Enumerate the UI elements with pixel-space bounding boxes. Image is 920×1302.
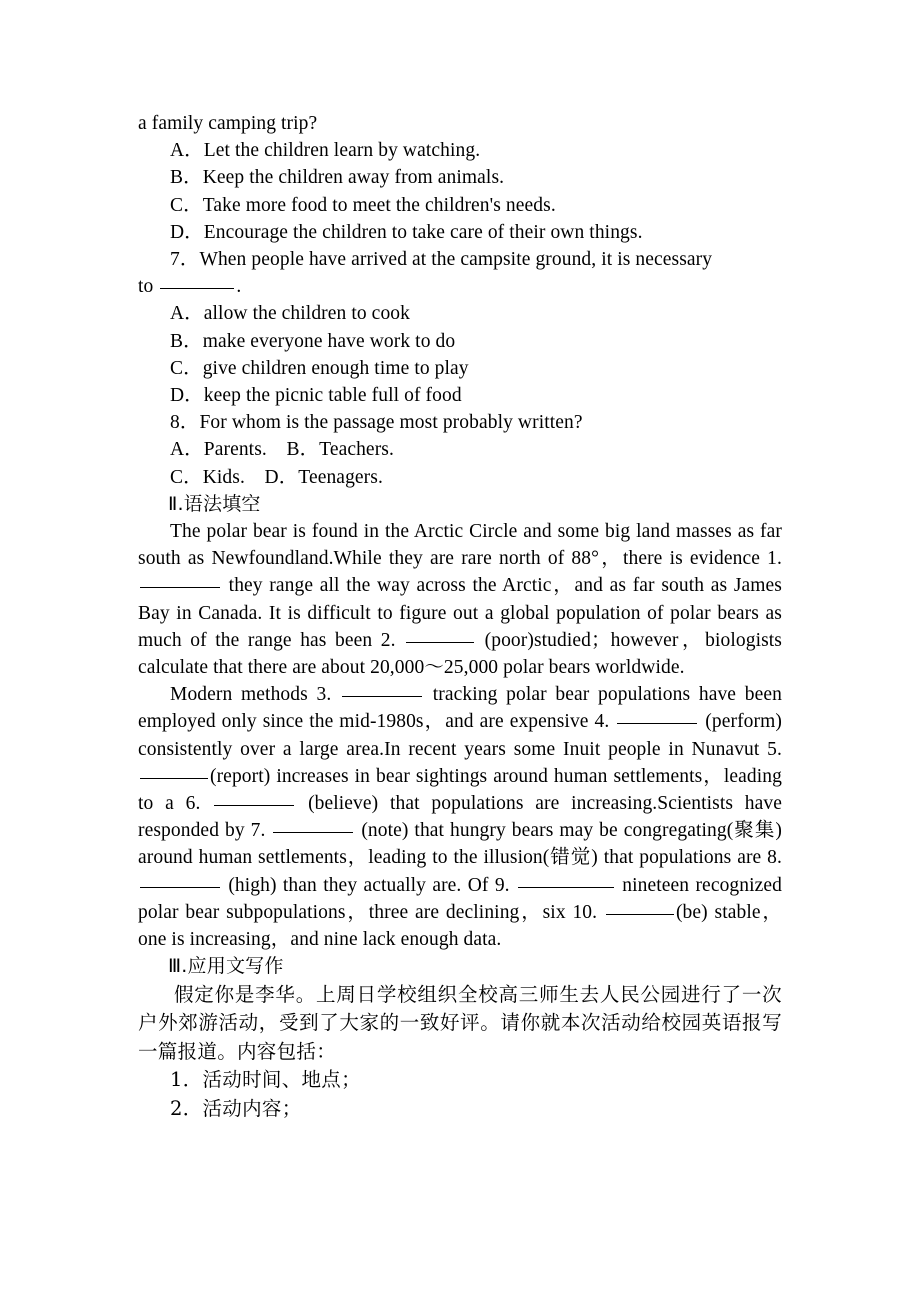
question-8-options-row1: A．Parents. B．Teachers.	[170, 439, 394, 461]
option-6-d: D．Encourage the children to take care of their own things.	[170, 221, 643, 243]
grammar-p1-seg3: (poor)studied；however，biologists calculate that there are about 20,000～25,000 polar bears worldwide.	[138, 629, 782, 679]
grammar-p2-seg5: (believe) that populations are increasing.Scientists have responded by 7.	[138, 793, 783, 842]
question-7-stem-line2	[138, 273, 782, 300]
option-6-a: A．Let the children learn by watching.	[170, 140, 481, 162]
grammar-p1-seg1: The polar bear is found in the Arctic Circle and some big land masses as far south as Newfoundland.While they are rare north of 88°，there is evidence 1.	[138, 521, 782, 570]
answer-blank-9[interactable]	[518, 874, 614, 888]
carryover-line: a family camping trip?	[138, 113, 318, 134]
grammar-p2-seg3: (perform) consistently over a large area.In recent years some Inuit people in Nunavut 5.	[138, 711, 782, 760]
answer-blank-10[interactable]	[606, 901, 674, 915]
question-7-suffix: .	[236, 276, 242, 298]
grammar-p1-seg2: they range all the way across the Arctic，and as far south as James Bay in Canada. It is difficult to figure out a global population of polar bears as much of the range has been 2.	[138, 575, 782, 651]
option-6-b: B．Keep the children away from animals.	[170, 167, 505, 189]
section-heading-grammar: Ⅱ.语法填空	[168, 492, 261, 515]
option-6-c: C．Take more food to meet the children's needs.	[170, 194, 556, 216]
question-8-stem: 8．For whom is the passage most probably written?	[170, 412, 583, 434]
grammar-paragraph-2	[138, 681, 782, 953]
question-8-options-row2: C．Kids. D．Teenagers.	[170, 466, 383, 488]
writing-requirement-2: 2．活动内容；	[170, 1096, 302, 1120]
grammar-p2-seg1: Modern methods 3.	[170, 684, 332, 706]
option-7-d: D．keep the picnic table full of food	[170, 385, 462, 407]
answer-blank-5[interactable]	[140, 765, 208, 779]
option-7-a: A．allow the children to cook	[170, 303, 410, 325]
option-7-c: C．give children enough time to play	[170, 357, 469, 379]
answer-blank-2[interactable]	[406, 629, 474, 643]
answer-blank-q7[interactable]	[160, 275, 234, 289]
grammar-p2-seg4: (report) increases in bear sightings around human settlements，leading to a 6.	[138, 765, 782, 815]
option-7-b: B．make everyone have work to do	[170, 330, 456, 352]
section-heading-writing: Ⅲ.应用文写作	[168, 955, 284, 978]
answer-blank-1[interactable]	[140, 574, 220, 588]
grammar-p2-seg9: (be) stable，one is increasing，and nine lack enough data.	[138, 901, 783, 951]
writing-requirement-1: 1．活动时间、地点；	[170, 1068, 361, 1091]
grammar-paragraph-1	[138, 518, 782, 681]
answer-blank-4[interactable]	[617, 710, 697, 724]
answer-blank-7[interactable]	[273, 819, 353, 833]
question-7-stem-line1: 7．When people have arrived at the campsite ground, it is necessary	[170, 249, 713, 271]
page-content	[138, 110, 782, 1123]
writing-prompt: 假定你是李华。上周日学校组织全校高三师生去人民公园进行了一次户外郊游活动，受到了大家的一致好评。请你就本次活动给校园英语报写一篇报道。内容包括：	[138, 982, 782, 1063]
answer-blank-3[interactable]	[342, 683, 422, 697]
grammar-p2-seg7: (high) than they actually are. Of 9.	[228, 874, 510, 896]
grammar-p2-seg2: tracking polar bear populations have been employed only since the mid-1980s，and are expensive 4.	[138, 684, 782, 733]
answer-blank-8[interactable]	[140, 874, 220, 888]
question-7-prefix: to	[138, 276, 159, 298]
grammar-p2-seg8: nineteen recognized polar bear subpopulations，three are declining，six 10.	[138, 874, 782, 923]
answer-blank-6[interactable]	[214, 792, 294, 806]
grammar-p2-seg6: (note) that hungry bears may be congregating(聚集) around human settlements，leading to the illusion(错觉) that populations are 8.	[138, 820, 782, 869]
